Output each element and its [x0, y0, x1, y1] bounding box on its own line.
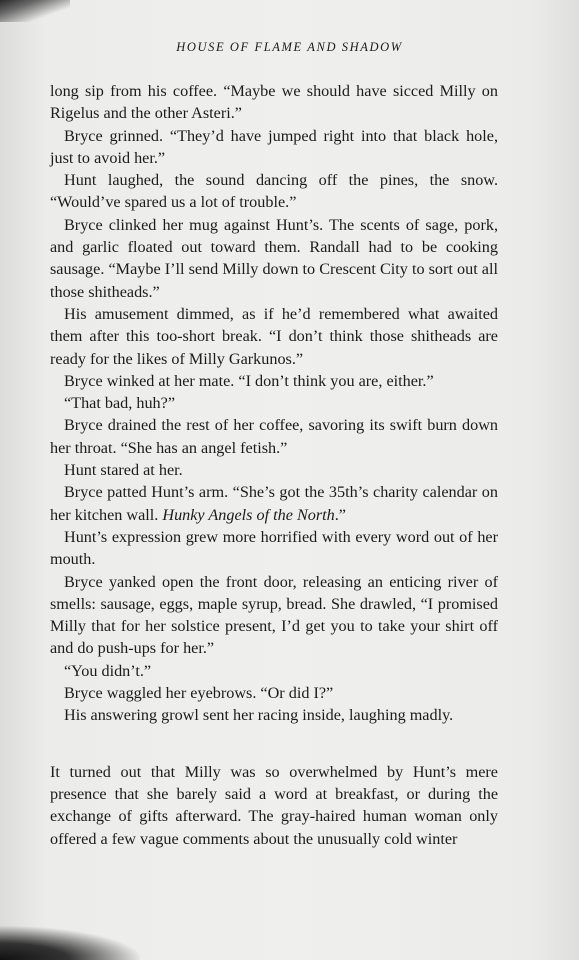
- paragraph: Bryce winked at her mate. “I don’t think you are, either.”: [64, 371, 434, 390]
- paragraph: Hunt laughed, the sound dancing off the pines, the snow. “Would’ve spared us a lot of trouble.”: [50, 171, 498, 212]
- paragraph: Hunt’s expression grew more horrified with every word out of her mouth.: [50, 527, 498, 569]
- paragraph: Bryce clinked her mug against Hunt’s. The scents of sage, pork, and garlic floated out toward them. Randall had to be cooking sausage. “Maybe I’ll send Milly down to Crescent City to sort out all those shitheads.”: [50, 215, 498, 301]
- paragraph: Bryce waggled her eyebrows. “Or did I?”: [64, 684, 334, 703]
- paragraph: “That bad, huh?”: [64, 394, 176, 413]
- paragraph: long sip from his coffee. “Maybe we should have sicced Milly on Rigelus and the other Asteri.”: [50, 82, 498, 123]
- paragraph-text: Bryce patted Hunt’s arm. “She’s got the 35th’s charity calendar on her kitchen wall.: [50, 483, 498, 524]
- page-corner-shadow-bottom: [0, 926, 140, 960]
- paragraph: Hunt stared at her.: [64, 461, 183, 480]
- body-text: [50, 80, 498, 850]
- paragraph-section-start: It turned out that Milly was so overwhelmed by Hunt’s mere presence that she barely said a word at breakfast, or during the exchange of gifts afterward. The gray-haired human woman only offered a few vague comments about the unusually cold winter: [50, 762, 498, 848]
- page-corner-shadow-top: [0, 0, 70, 22]
- paragraph: [50, 481, 498, 526]
- running-header: HOUSE OF FLAME AND SHADOW: [176, 40, 403, 54]
- paragraph: Bryce drained the rest of her coffee, savoring its swift burn down her throat. “She has an angel fetish.”: [50, 416, 498, 457]
- paragraph: “You didn’t.”: [64, 661, 152, 680]
- paragraph-text: .”: [334, 505, 346, 524]
- paragraph: His answering growl sent her racing inside, laughing madly.: [64, 706, 454, 725]
- paragraph: His amusement dimmed, as if he’d remembered what awaited them after this too-short break. “I don’t think those shitheads are ready for the likes of Milly Garkunos.”: [50, 304, 498, 368]
- paragraph: Bryce yanked open the front door, releasing an enticing river of smells: sausage, eggs, maple syrup, bread. She drawled, “I promised Milly that for her solstice present, I’d get you to take your shirt off and do push-ups for her.”: [50, 572, 498, 658]
- paragraph: Bryce grinned. “They’d have jumped right into that black hole, just to avoid her.”: [50, 126, 498, 167]
- calendar-title: Hunky Angels of the North: [162, 505, 335, 524]
